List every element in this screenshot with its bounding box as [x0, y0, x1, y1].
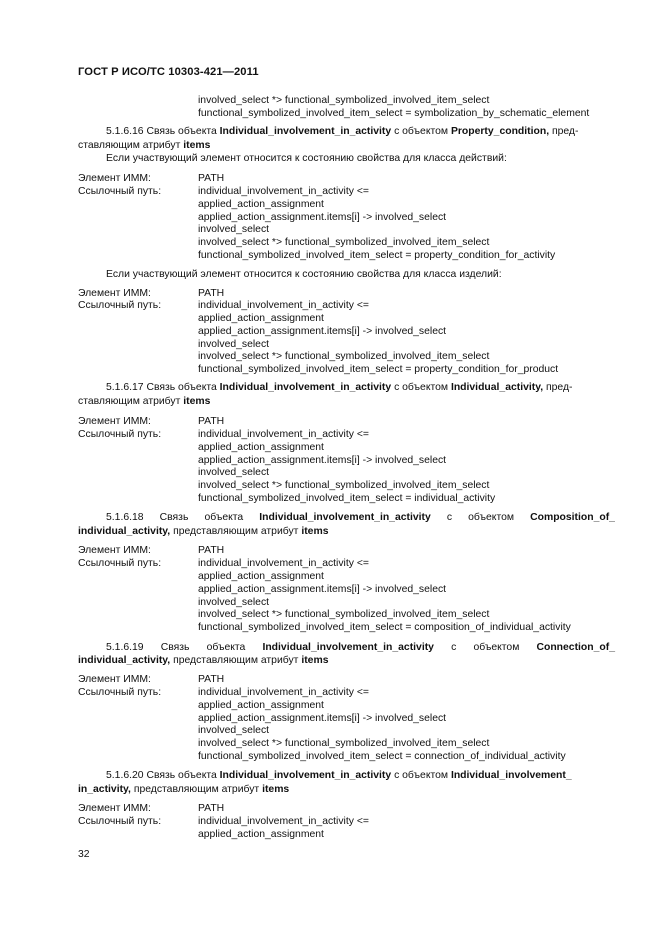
section-heading-5-1-6-19: 5.1.6.19 Связь объекта Individual_involvement_in_activity с объектом Connection_of_ [106, 642, 615, 653]
path-line: involved_select [198, 339, 270, 350]
path-line: individual_involvement_in_activity <= [198, 300, 369, 311]
path-line: functional_symbolized_involved_item_select = individual_activity [198, 493, 496, 504]
path-line: involved_select *> functional_symbolized_involved_item_select [198, 480, 490, 491]
element-value: PATH [198, 288, 225, 299]
path-line: individual_involvement_in_activity <= [198, 186, 369, 197]
path-line: individual_involvement_in_activity <= [198, 558, 369, 569]
element-value: PATH [198, 674, 225, 685]
path-line: applied_action_assignment.items[i] -> involved_select [198, 455, 447, 466]
condition-note: Если участвующий элемент относится к состоянию свойства для класса изделий: [106, 269, 502, 280]
path-label: Ссылочный путь: [78, 300, 162, 311]
path-line: applied_action_assignment [198, 313, 324, 324]
section-heading-cont: individual_activity, представляющим атрибут items [78, 655, 329, 666]
path-line: functional_symbolized_involved_item_select = property_condition_for_product [198, 364, 559, 375]
element-value: PATH [198, 803, 225, 814]
path-line: applied_action_assignment.items[i] -> involved_select [198, 584, 447, 595]
path-line: functional_symbolized_involved_item_select = connection_of_individual_activity [198, 751, 566, 762]
element-label: Элемент ИММ: [78, 674, 151, 685]
section-heading-5-1-6-17: 5.1.6.17 Связь объекта Individual_involvement_in_activity с объектом Individual_activity, пред- [106, 382, 573, 393]
element-label: Элемент ИММ: [78, 173, 151, 184]
path-line: involved_select [198, 725, 270, 736]
element-label: Элемент ИММ: [78, 416, 151, 427]
section-heading-cont: ставляющим атрибут items [78, 140, 211, 151]
element-value: PATH [198, 173, 225, 184]
element-label: Элемент ИММ: [78, 545, 151, 556]
path-line: applied_action_assignment.items[i] -> involved_select [198, 713, 447, 724]
section-heading-5-1-6-20: 5.1.6.20 Связь объекта Individual_involvement_in_activity с объектом Individual_involvement_ [106, 770, 572, 781]
path-line: individual_involvement_in_activity <= [198, 687, 369, 698]
path-line: involved_select [198, 467, 270, 478]
path-line: applied_action_assignment [198, 571, 324, 582]
path-line: involved_select [198, 224, 270, 235]
document-header: ГОСТ Р ИСО/ТС 10303-421—2011 [78, 66, 259, 78]
element-label: Элемент ИММ: [78, 288, 151, 299]
path-label: Ссылочный путь: [78, 429, 162, 440]
section-heading-5-1-6-18: 5.1.6.18 Связь объекта Individual_involvement_in_activity с объектом Composition_of_ [106, 512, 615, 523]
section-heading-cont: in_activity, представляющим атрибут items [78, 784, 290, 795]
path-line: applied_action_assignment [198, 829, 324, 840]
page-number: 32 [78, 849, 90, 860]
section-heading-cont: individual_activity, представляющим атрибут items [78, 526, 329, 537]
element-value: PATH [198, 545, 225, 556]
path-line: applied_action_assignment [198, 442, 324, 453]
section-heading-cont: ставляющим атрибут items [78, 396, 211, 407]
path-line: individual_involvement_in_activity <= [198, 429, 369, 440]
element-label: Элемент ИММ: [78, 803, 151, 814]
path-line: functional_symbolized_involved_item_select = composition_of_individual_activity [198, 622, 571, 633]
path-line: applied_action_assignment.items[i] -> involved_select [198, 326, 447, 337]
path-line: involved_select *> functional_symbolized_involved_item_select [198, 738, 490, 749]
path-line: functional_symbolized_involved_item_select = property_condition_for_activity [198, 250, 556, 261]
path-line: involved_select *> functional_symbolized_involved_item_select [198, 351, 490, 362]
path-line: applied_action_assignment [198, 199, 324, 210]
path-label: Ссылочный путь: [78, 558, 162, 569]
path-line: applied_action_assignment [198, 700, 324, 711]
element-value: PATH [198, 416, 225, 427]
path-line: involved_select *> functional_symbolized_involved_item_select [198, 95, 490, 106]
section-heading-5-1-6-16: 5.1.6.16 Связь объекта Individual_involvement_in_activity с объектом Property_condition, пред- [106, 126, 579, 137]
path-line: applied_action_assignment.items[i] -> involved_select [198, 212, 447, 223]
path-label: Ссылочный путь: [78, 687, 162, 698]
path-line: involved_select *> functional_symbolized_involved_item_select [198, 609, 490, 620]
path-line: individual_involvement_in_activity <= [198, 816, 369, 827]
path-line: involved_select [198, 597, 270, 608]
path-line: involved_select *> functional_symbolized_involved_item_select [198, 237, 490, 248]
path-label: Ссылочный путь: [78, 816, 162, 827]
path-label: Ссылочный путь: [78, 186, 162, 197]
path-line: functional_symbolized_involved_item_select = symbolization_by_schematic_element [198, 108, 590, 119]
condition-note: Если участвующий элемент относится к состоянию свойства для класса действий: [106, 153, 507, 164]
